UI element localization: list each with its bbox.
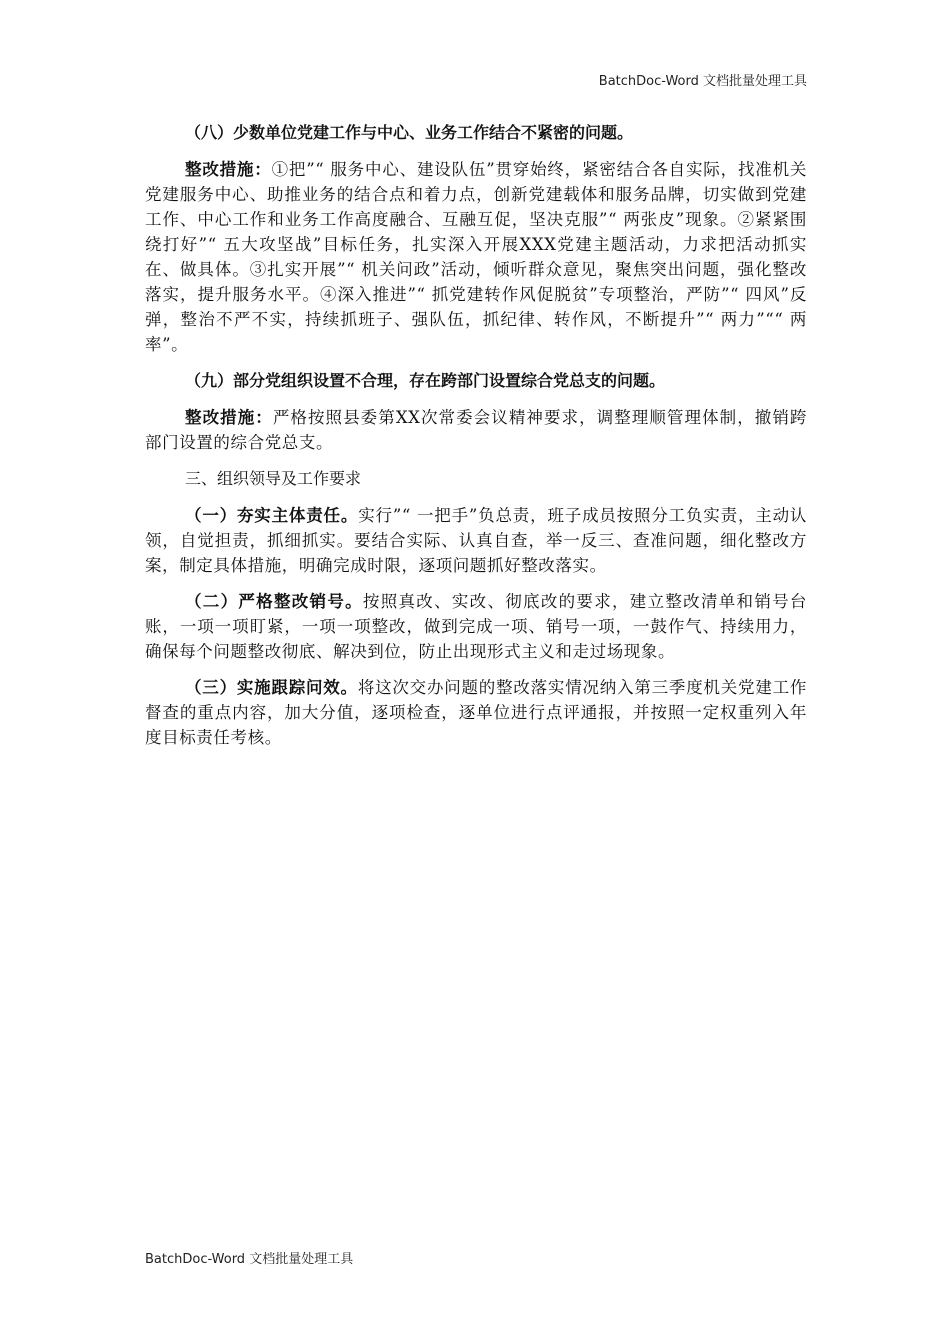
paragraph-measures-9 <box>145 405 807 455</box>
requirement-label: （一）夯实主体责任。 <box>185 506 359 525</box>
requirement-text: 将这次交办问题的整改落实情况纳入第三季度机关党建工作督查的重点内容，加大分值，逐项检查，逐单位进行点评通报，并按照一定权重列入年度目标责任考核。 <box>145 678 807 747</box>
measures-text: ①把”“ 服务中心、建设队伍”贯穿始终，紧密结合各自实际，找准机关党建服务中心、助推业务的结合点和着力点，创新党建载体和服务品牌，切实做到党建工作、中心工作和业务工作高度融合、互融互促，坚决克服”“ 两张皮”现象。②紧紧围绕打好”“ 五大攻坚战”目标任务，扎实深入开展XXX党建主题活动，力求把活动抓实在、做具体。③扎实开展”“ 机关问政”活动，倾听群众意见，聚焦突出问题，强化整改落实，提升服务水平。④深入推进”“ 抓党建转作风促脱贫”专项整治，严防”“ 四风”反弹，整治不严不实，持续抓班子、强队伍，抓纪律、转作风，不断提升”“ 两力”““ 两率”。 <box>145 160 807 354</box>
heading-item-9: （九）部分党组织设置不合理，存在跨部门设置综合党总支的问题。 <box>185 371 666 390</box>
page-header: BatchDoc-Word 文档批量处理工具 <box>598 74 807 89</box>
paragraph-requirement-3 <box>145 675 807 750</box>
heading-item-8: （八）少数单位党建工作与中心、业务工作结合不紧密的问题。 <box>185 123 634 142</box>
paragraph-measures-8 <box>145 157 807 357</box>
section-heading-3: 三、组织领导及工作要求 <box>185 469 362 488</box>
document-body <box>145 120 807 761</box>
measures-label: 整改措施： <box>185 408 273 427</box>
requirement-label: （二）严格整改销号。 <box>185 592 363 611</box>
page-footer: BatchDoc-Word 文档批量处理工具 <box>145 1252 354 1267</box>
requirement-label: （三）实施跟踪问效。 <box>185 678 358 697</box>
requirement-text: 按照真改、实改、彻底改的要求，建立整改清单和销号台账，一项一项盯紧，一项一项整改，做到完成一项、销号一项，一鼓作气、持续用力，确保每个问题整改彻底、解决到位，防止出现形式主义和走过场现象。 <box>145 592 808 661</box>
paragraph-requirement-2 <box>145 589 807 664</box>
paragraph-requirement-1 <box>145 503 807 578</box>
measures-text: 严格按照县委第XX次常委会议精神要求，调整理顺管理体制，撤销跨部门设置的综合党总支。 <box>145 408 808 452</box>
measures-label: 整改措施： <box>185 160 272 179</box>
requirement-text: 实行”“ 一把手”负总责，班子成员按照分工负实责，主动认领，自觉担责，抓细抓实。要结合实际、认真自查，举一反三、查准问题，细化整改方案，制定具体措施，明确完成时限，逐项问题抓好整改落实。 <box>145 506 807 575</box>
